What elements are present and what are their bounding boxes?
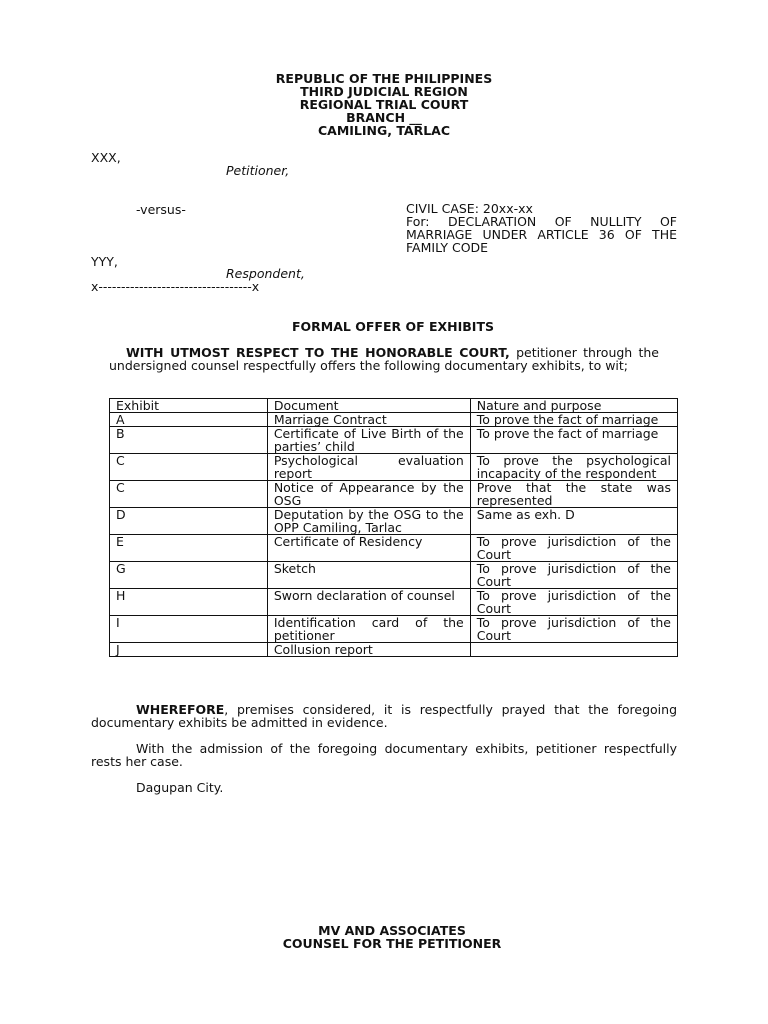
document-cell: Identification card of the petitioner [267, 616, 470, 643]
purpose-cell: To prove jurisdiction of the Court [470, 589, 677, 616]
exhibit-cell: E [110, 535, 268, 562]
admission-paragraph: With the admission of the foregoing documentary exhibits, petitioner respectfully rests her case. [91, 741, 677, 769]
petitioner-label: Petitioner, [226, 163, 290, 178]
caption-region: THIRD JUDICIAL REGION [300, 84, 468, 99]
case-info [406, 202, 677, 254]
purpose-cell: To prove jurisdiction of the Court [470, 616, 677, 643]
wherefore-paragraph [91, 703, 677, 729]
document-cell: Certificate of Residency [267, 535, 470, 562]
purpose-cell: Prove that the state was represented [470, 481, 677, 508]
document-cell: Sworn declaration of counsel [267, 589, 470, 616]
table-row [110, 535, 678, 562]
document-cell: Deputation by the OSG to the OPP Camiling, Tarlac [267, 508, 470, 535]
table-row [110, 413, 678, 427]
respondent-label: Respondent, [226, 266, 305, 281]
exhibit-cell: J [110, 643, 268, 657]
table-row [110, 427, 678, 454]
document-cell: Psychological evaluation report [267, 454, 470, 481]
signature-block [0, 924, 768, 950]
document-cell: Marriage Contract [267, 413, 470, 427]
table-row [110, 643, 678, 657]
signature-role: COUNSEL FOR THE PETITIONER [282, 936, 502, 951]
table-header-cell: Exhibit [110, 399, 268, 413]
signature-firm: MV AND ASSOCIATES [318, 923, 466, 938]
exhibit-cell: G [110, 562, 268, 589]
exhibits-table [109, 398, 678, 657]
table-header-cell: Document [267, 399, 470, 413]
purpose-cell: To prove jurisdiction of the Court [470, 562, 677, 589]
caption-republic: REPUBLIC OF THE PHILIPPINES [275, 71, 493, 86]
intro-bold: WITH UTMOST RESPECT TO THE HONORABLE COURT, [126, 345, 510, 360]
exhibit-cell: I [110, 616, 268, 643]
document-cell: Collusion report [267, 643, 470, 657]
versus-label: -versus- [136, 202, 186, 217]
table-row [110, 454, 678, 481]
intro-text: petitioner through the undersigned counsel respectfully offers the following documentary exhibits, to wit; [109, 345, 659, 373]
document-title: FORMAL OFFER OF EXHIBITS [292, 319, 494, 334]
exhibit-cell: C [110, 454, 268, 481]
intro-paragraph [109, 346, 659, 372]
civil-case-number: CIVIL CASE: 20xx-xx [406, 201, 533, 216]
document-cell: Certificate of Live Birth of the parties’ child [267, 427, 470, 454]
table-row [110, 562, 678, 589]
court-caption [0, 72, 768, 137]
wherefore-text: , premises considered, it is respectfully prayed that the foregoing documentary exhibits be admitted in evidence. [91, 702, 677, 730]
table-header-cell: Nature and purpose [470, 399, 677, 413]
exhibit-cell: D [110, 508, 268, 535]
table-row [110, 616, 678, 643]
purpose-cell [470, 643, 677, 657]
caption-location: CAMILING, TARLAC [317, 123, 451, 138]
purpose-cell: Same as exh. D [470, 508, 677, 535]
exhibit-cell: C [110, 481, 268, 508]
exhibit-cell: H [110, 589, 268, 616]
exhibit-cell: B [110, 427, 268, 454]
table-row [110, 481, 678, 508]
caption-separator: x----------------------------------x [91, 279, 260, 294]
respondent-name: YYY, [91, 254, 118, 269]
place-line: Dagupan City. [136, 780, 224, 795]
purpose-cell: To prove the fact of marriage [470, 413, 677, 427]
case-nature: For: DECLARATION OF NULLITY OF MARRIAGE UNDER ARTICLE 36 OF THE FAMILY CODE [406, 214, 677, 255]
purpose-cell: To prove jurisdiction of the Court [470, 535, 677, 562]
purpose-cell: To prove the fact of marriage [470, 427, 677, 454]
table-row [110, 508, 678, 535]
table-row [110, 589, 678, 616]
petitioner-name: XXX, [91, 150, 121, 165]
document-cell: Notice of Appearance by the OSG [267, 481, 470, 508]
wherefore-bold: WHEREFORE [136, 702, 225, 717]
exhibit-cell: A [110, 413, 268, 427]
caption-branch: BRANCH __ [346, 110, 422, 125]
purpose-cell: To prove the psychological incapacity of the respondent [470, 454, 677, 481]
document-cell: Sketch [267, 562, 470, 589]
table-header-row [110, 399, 678, 413]
caption-court: REGIONAL TRIAL COURT [299, 97, 469, 112]
